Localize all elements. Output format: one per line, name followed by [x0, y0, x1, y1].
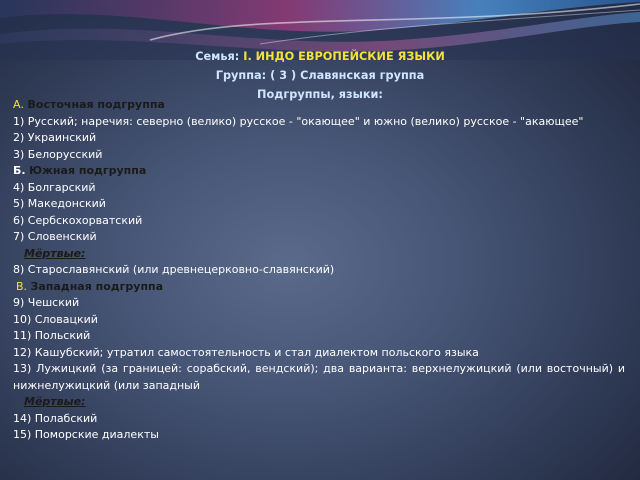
section-heading-east: [13, 97, 625, 114]
list-item: 5) Македонский: [13, 197, 106, 210]
list-item: 8) Старославянский (или древнецерковно-славянский): [13, 263, 335, 276]
dead-label: Мёртвые:: [24, 246, 86, 260]
group-label: Группа:: [215, 69, 267, 82]
section-heading-west: [13, 279, 625, 296]
section-letter: А.: [13, 98, 25, 111]
list-item: 3) Белорусский: [13, 147, 103, 161]
list-item: 14) Полабский: [13, 411, 98, 425]
list-item: 12) Кашубский; утратил самостоятельность и стал диалектом польского языка: [13, 345, 479, 359]
dead-languages-label: [13, 246, 625, 263]
slide-header: [0, 47, 640, 104]
group-line: [0, 66, 640, 85]
subgroups-label: Подгруппы, языки:: [257, 88, 383, 101]
list-item: 13) Лужицкий (за границей: сорабский, вендский); два варианта: верхнелужицкий (или восточный) и нижнелужицкий (или западный: [13, 362, 625, 392]
list-item: 2) Украинский: [13, 131, 97, 144]
list-item: 9) Чешский: [13, 296, 80, 309]
list-item: 15) Поморские диалекты: [13, 428, 159, 441]
dead-label: Мёртвые:: [24, 395, 86, 408]
list-item: 11) Польский: [13, 329, 91, 342]
family-line: [0, 47, 640, 66]
list-item: 1) Русский; наречия: северно (велико) русское - "окающее" и южно (велико) русское - "акающее": [13, 114, 584, 128]
language-list: [13, 97, 625, 444]
list-item: 10) Словацкий: [13, 312, 98, 326]
dead-languages-label: [13, 394, 625, 411]
list-item: 6) Сербскохорватский: [13, 213, 143, 227]
section-letter: Б.: [13, 164, 26, 177]
group-value: ( 3 ) Славянская группа: [270, 69, 425, 82]
section-letter: В.: [16, 279, 28, 293]
section-title: Южная подгруппа: [29, 164, 147, 177]
list-item: 7) Словенский: [13, 230, 97, 243]
section-title: Западная подгруппа: [30, 279, 164, 293]
family-label: Семья:: [195, 50, 240, 63]
section-heading-south: [13, 163, 625, 180]
list-item: 4) Болгарский: [13, 180, 96, 194]
family-value: I. ИНДО ЕВРОПЕЙСКИЕ ЯЗЫКИ: [243, 50, 445, 63]
section-title: Восточная подгруппа: [27, 98, 165, 111]
